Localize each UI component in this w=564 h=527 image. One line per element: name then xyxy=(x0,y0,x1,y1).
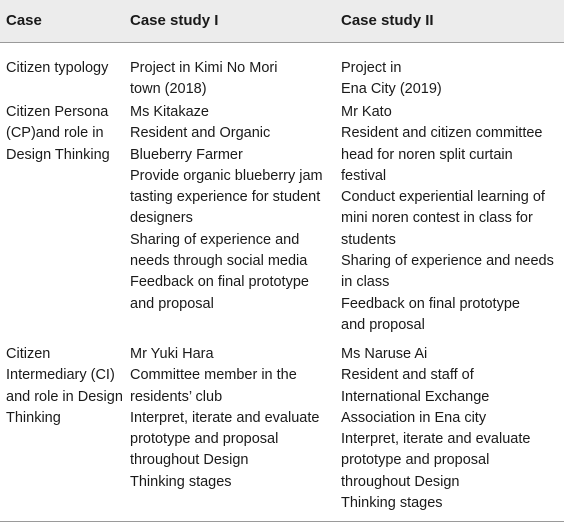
header-case: Case xyxy=(6,12,42,29)
header-case-study-2: Case study II xyxy=(341,12,434,29)
case-study-2-cell: Ms Naruse Ai Resident and staff of International Exchange Association in Ena city Interpret, iterate and evaluate prototype and proposal throughout Design Thinking stages xyxy=(341,346,531,512)
row-label: Citizen Persona (CP)and role in Design Thinking xyxy=(6,104,110,163)
case-study-2-cell: Project in Ena City (2019) xyxy=(341,60,442,98)
table-bottom-rule xyxy=(0,521,564,522)
table-header xyxy=(0,0,564,43)
row-label: Citizen Intermediary (CI) and role in Design Thinking xyxy=(6,346,123,426)
case-study-1-cell: Ms Kitakaze Resident and Organic Blueberry Farmer Provide organic blueberry jam tasting experience for student designers Sharing of experience and needs through social media Feedback on final prototype and proposal xyxy=(130,104,323,312)
case-study-1-cell: Project in Kimi No Mori town (2018) xyxy=(130,60,278,98)
header-case-study-1: Case study I xyxy=(130,12,219,29)
row-label: Citizen typology xyxy=(6,60,109,76)
case-study-1-cell: Mr Yuki Hara Committee member in the residents’ club Interpret, iterate and evaluate prototype and proposal throughout Design Thinking stages xyxy=(130,346,320,490)
case-study-2-cell: Mr Kato Resident and citizen committee head for noren split curtain festival Conduct experiential learning of mini noren contest in class for students Sharing of experience and needs in class Feedback on final prototype and proposal xyxy=(341,104,554,333)
